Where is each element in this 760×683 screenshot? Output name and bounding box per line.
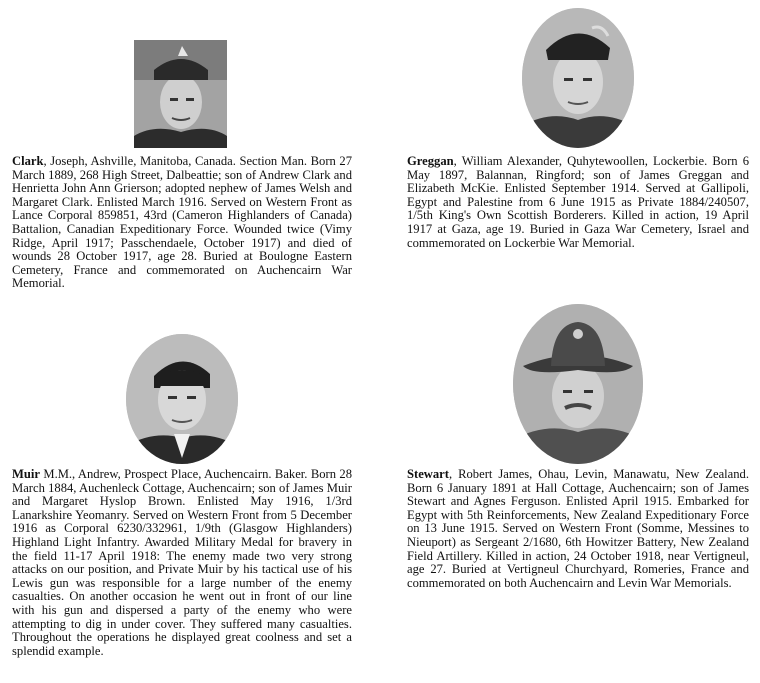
clark-biography — [12, 155, 352, 291]
muir-surname: Muir — [12, 467, 40, 481]
muir-portrait-photo — [126, 334, 238, 464]
muir-biography — [12, 468, 352, 658]
stewart-biography — [407, 468, 749, 590]
stewart-surname: Stewart — [407, 467, 449, 481]
muir-biography-text: M.M., Andrew, Prospect Place, Auchencairn. Baker. Born 28 March 1884, Auchenleck Cottage, Auchencairn; son of James Muir and Margaret Hyslop Brown. Enlisted May 1916, 1/3rd Lanarkshire Yeomanry. Served on Western Front from 5 December 1916 as Corporal 6230/332961, 1/9th (Glasgow Highlanders) Highland Light Infantry. Awarded Military Medal for bravery in the field 11-17 April 1918: The enemy made two very strong attacks on our position, and Private Muir by his tactical use of his Lewis gun was responsible for a large number of the enemy casualties. On another occasion he went out in front of our line with his gun and dispersed a party of the enemy who were attempting to dig in under cover. They suffered many casualties. Throughout the operations he displayed great coolness and set a splendid example. — [12, 467, 352, 658]
greggan-biography — [407, 155, 749, 250]
greggan-biography-text: , William Alexander, Quhytewoollen, Lockerbie. Born 6 May 1897, Balannan, Ringford; son of James Greggan and Elizabeth McKie. Enlisted September 1914. Served at Gallipoli, Egypt and Palestine from 6 June 1915 as Private 1884/240507, 1/5th King's Own Scottish Borderers. Killed in action, 19 April 1917 at Gaza, age 19. Buried in Gaza War Cemetery, Israel and commemorated on Lockerbie War Memorial. — [407, 154, 749, 250]
clark-portrait-photo — [134, 40, 227, 148]
clark-biography-text: , Joseph, Ashville, Manitoba, Canada. Section Man. Born 27 March 1889, 268 High Street, Dalbeattie; son of Andrew Clark and Henrietta John Ann Grierson; adopted nephew of James Welsh and Margaret Clark. Enlisted March 1916. Served on Western Front as Lance Corporal 859851, 43rd (Cameron Highlanders of Canada) Battalion, Canadian Expeditionary Force. Wounded twice (Vimy Ridge, April 1917; Passchendaele, October 1917) and died of wounds 28 October 1917, age 28. Buried at Boulogne Eastern Cemetery, France and commemorated on Auchencairn War Memorial. — [12, 154, 352, 291]
stewart-portrait-photo — [513, 304, 643, 464]
greggan-portrait-photo — [522, 8, 634, 148]
greggan-surname: Greggan — [407, 154, 454, 168]
clark-surname: Clark — [12, 154, 44, 168]
stewart-biography-text: , Robert James, Ohau, Levin, Manawatu, New Zealand. Born 6 January 1891 at Hall Cottage, Auchencairn; son of James Stewart and Agnes Ferguson. Enlisted April 1915. Embarked for Egypt with 5th Reinforcements, New Zealand Expeditionary Force on 13 June 1915. Served on Western Front (Somme, Messines to Nieuport) as Sergeant 2/1680, 6th Howitzer Battery, New Zealand Field Artillery. Killed in action, 24 October 1918, near Vertigneul, age 27. Buried at Vertigneul Churchyard, Romeries, France and commemorated on both Auchencairn and Levin War Memorials. — [407, 467, 749, 590]
